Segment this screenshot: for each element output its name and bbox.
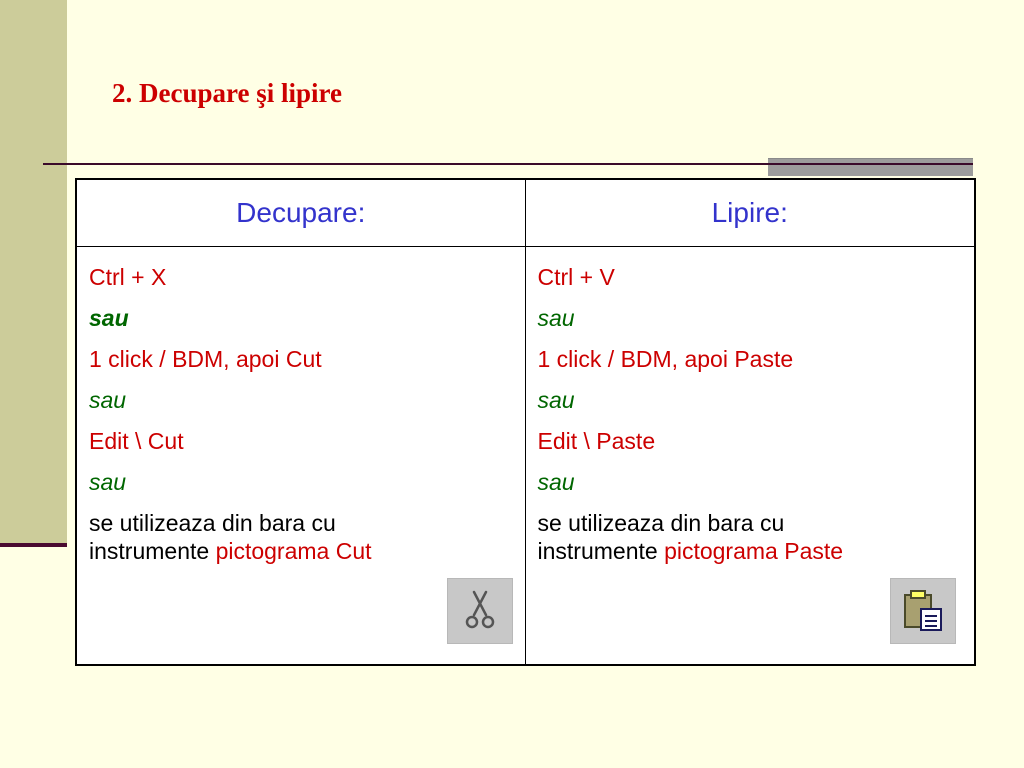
paste-icon[interactable] [890,578,956,644]
shortcut-cut: Ctrl + X [89,264,167,290]
header-decupare: Decupare: [76,179,525,247]
left-accent-line [0,543,67,547]
table-header-row [76,179,975,247]
slide-title: 2. Decupare şi lipire [112,78,342,108]
desc-prefix: instrumente [537,538,665,564]
left-accent-band [0,0,67,545]
sau-text: sau [537,387,575,413]
menu-cut: Edit \ Cut [89,428,184,454]
desc-prefix: instrumente [89,538,216,564]
cut-icon[interactable] [447,578,513,644]
menu-paste: Edit \ Paste [537,428,656,454]
desc-highlight: pictograma Paste [664,538,844,564]
click-paste: 1 click / BDM, apoi Paste [537,346,794,372]
cell-decupare [76,247,525,666]
click-cut: 1 click / BDM, apoi Cut [89,346,322,372]
table-body-row [76,247,975,666]
title-rule-block [768,158,973,176]
sau-text: sau [89,305,129,331]
desc-line: se utilizeaza din bara cu [89,510,336,536]
sau-text: sau [537,469,575,495]
sau-text: sau [89,469,127,495]
toolbar-desc-paste [538,509,965,565]
sau-text: sau [537,305,575,331]
cell-lipire [525,247,975,666]
title-divider [43,163,973,165]
cut-paste-table [75,178,976,666]
desc-highlight: pictograma Cut [215,538,372,564]
shortcut-paste: Ctrl + V [537,264,615,290]
toolbar-desc-cut [89,509,515,565]
sau-text: sau [89,387,127,413]
header-lipire: Lipire: [525,179,975,247]
desc-line: se utilizeaza din bara cu [537,510,785,536]
